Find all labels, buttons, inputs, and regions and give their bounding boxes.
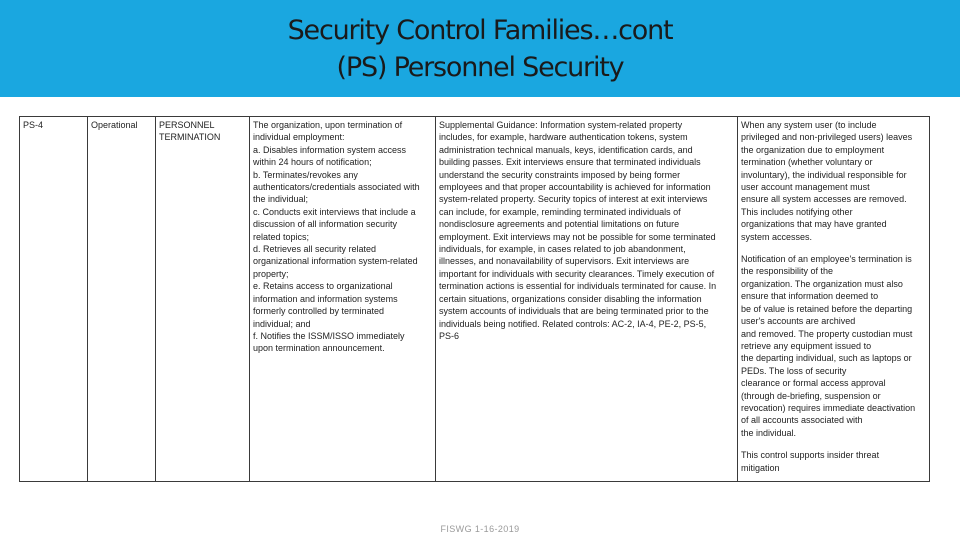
notes-line: user's accounts are archived [741, 316, 856, 327]
notes-line: system accesses. [741, 231, 813, 242]
notes-line: When any system user (to include [741, 120, 877, 130]
guidance-line: employment. Exit interviews may not be possible for some terminated [439, 231, 716, 242]
control-name-cell [155, 117, 249, 481]
guidance-line: illnesses, and nonavailability of supervisors. Exit interviews are [439, 256, 690, 267]
guidance-line: can include, for example, reminding terminated individuals of [439, 206, 681, 217]
requirement-line: the individual; [253, 194, 309, 205]
notes-line: This includes notifying other [741, 206, 853, 217]
requirement-cell [249, 117, 435, 481]
guidance-line: system accounts of individuals that are being terminated prior to the [439, 306, 709, 317]
guidance-line: administration technical manuals, keys, identification cards, and [439, 144, 693, 155]
requirement-line: formerly controlled by terminated [253, 306, 385, 317]
control-table [19, 116, 930, 482]
guidance-line: termination actions is essential for individuals terminated for cause. In [439, 281, 717, 292]
notes-paragraph [741, 449, 927, 474]
control-id-cell [19, 117, 87, 481]
control-class-cell [87, 117, 155, 481]
requirement-line: within 24 hours of notification; [253, 157, 372, 168]
guidance-line: nondisclosure agreements and potential limitations on future [439, 219, 680, 230]
guidance-line: individuals, for example, in cases related to job abandonment, [439, 244, 686, 255]
control-class: Operational [91, 120, 138, 130]
guidance-line: Supplemental Guidance: Information system-related property [439, 120, 683, 130]
requirement-line: organizational information system-related [253, 256, 418, 267]
guidance-line: individuals being notified. Related controls: AC-2, IA-4, PE-2, PS-5, [439, 318, 707, 329]
notes-line: This control supports insider threat [741, 450, 880, 461]
requirement-line: discussion of all information security [253, 219, 398, 230]
guidance-cell [435, 117, 737, 481]
guidance-line: system-related property. Security topics of interest at exit interviews [439, 194, 708, 205]
requirement-line: f. Notifies the ISSM/ISSO immediately [253, 330, 405, 341]
requirement-line: e. Retains access to organizational [253, 281, 393, 292]
control-id: PS-4 [23, 120, 44, 130]
requirement-line: individual; and [253, 318, 311, 329]
notes-line: user account management must [741, 182, 870, 193]
control-name-line: PERSONNEL [159, 120, 215, 130]
guidance-line: important for individuals with security clearances. Timely execution of [439, 268, 715, 279]
notes-line: clearance or formal access approval [741, 378, 886, 389]
guidance-line: employees and that proper accountability is achieved for information [439, 182, 711, 193]
requirement-line: c. Conducts exit interviews that include a [253, 206, 416, 217]
notes-line: (through de-briefing, suspension or [741, 390, 881, 401]
requirement-line: d. Retrieves all security related [253, 244, 377, 255]
notes-line: involuntary), the individual responsible for [741, 169, 907, 180]
requirement-line: property; [253, 268, 289, 279]
notes-line: be of value is retained before the departing [741, 303, 913, 314]
requirement-line: The organization, upon termination of [253, 120, 403, 130]
requirement-line: individual employment: [253, 132, 345, 143]
notes-line: organizations that may have granted [741, 219, 887, 230]
notes-line: ensure all system accesses are removed. [741, 194, 907, 205]
notes-paragraph [741, 253, 927, 439]
notes-line: the organization due to employment [741, 144, 885, 155]
notes-line: of all accounts associated with [741, 415, 863, 426]
notes-line: privileged and non-privileged users) leaves [741, 132, 913, 143]
notes-line: Notification of an employee's termination is [741, 254, 912, 265]
notes-line: the departing individual, such as laptops or [741, 353, 912, 364]
notes-line: organization. The organization must also [741, 278, 903, 289]
notes-line: mitigation [741, 462, 780, 473]
notes-line: termination (whether voluntary or [741, 157, 873, 168]
guidance-line: certain situations, organizations consider disabling the information [439, 293, 702, 304]
footer-label: FISWG 1-16-2019 [440, 524, 520, 534]
title-banner [0, 0, 960, 97]
requirement-line: authenticators/credentials associated with [253, 182, 420, 193]
notes-line: PEDs. The loss of security [741, 365, 847, 376]
notes-line: ensure that information deemed to [741, 291, 879, 302]
slide-title [0, 12, 960, 86]
guidance-line: building passes. Exit interviews ensure that terminated individuals [439, 157, 701, 168]
requirement-line: a. Disables information system access [253, 144, 407, 155]
title-line-2: (PS) Personnel Security [336, 52, 624, 83]
requirement-line: information and information systems [253, 293, 398, 304]
requirement-line: related topics; [253, 231, 310, 242]
notes-line: the responsibility of the [741, 266, 834, 277]
guidance-line: PS-6 [439, 330, 460, 341]
guidance-line: includes, for example, hardware authentication tokens, system [439, 132, 688, 143]
title-line-1: Security Control Families…cont [287, 15, 673, 46]
notes-line: retrieve any equipment issued to [741, 340, 872, 351]
control-name-line: TERMINATION [159, 132, 221, 143]
guidance-line: understand the security constraints imposed by being former [439, 169, 681, 180]
notes-line: revocation) requires immediate deactivation [741, 402, 916, 413]
notes-line: and removed. The property custodian must [741, 328, 913, 339]
notes-cell [737, 117, 930, 481]
notes-paragraph [741, 119, 927, 243]
requirement-line: b. Terminates/revokes any [253, 169, 358, 180]
requirement-line: upon termination announcement. [253, 343, 385, 354]
notes-line: the individual. [741, 427, 797, 438]
